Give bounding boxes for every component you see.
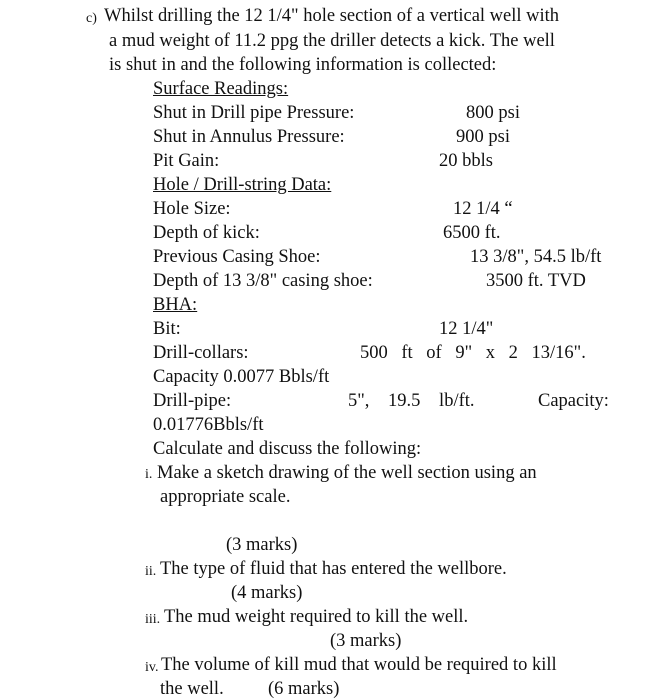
kick-depth-label: Depth of kick: [153,223,260,243]
task-i-line2: appropriate scale. [160,487,291,507]
pit-gain-value: 20 bbls [439,151,493,171]
drill-collars-capacity: Capacity 0.0077 Bbls/ft [153,367,330,387]
casing-shoe-label: Previous Casing Shoe: [153,247,321,267]
kick-depth-value: 6500 ft. [443,223,501,243]
casing-shoe-value: 13 3/8", 54.5 lb/ft [470,247,602,267]
sidpp-value: 800 psi [466,103,520,123]
task-iv-numeral: iv. [145,660,159,675]
task-iv-line2: the well. [160,679,224,699]
bha-heading: BHA: [153,295,198,315]
drill-collars-label: Drill-collars: [153,343,249,363]
task-ii-numeral: ii. [145,564,157,579]
task-iv-line1: The volume of kill mud that would be required to kill [161,655,557,675]
bit-value: 12 1/4" [439,319,494,339]
drill-pipe-label: Drill-pipe: [153,391,232,411]
task-ii-marks: (4 marks) [231,583,303,603]
bit-label: Bit: [153,319,181,339]
sicp-label: Shut in Annulus Pressure: [153,127,345,147]
casing-shoe-depth-label: Depth of 13 3/8" casing shoe: [153,271,373,291]
task-iii-numeral: iii. [145,612,161,627]
tasks-intro: Calculate and discuss the following: [153,439,422,459]
task-iii-marks: (3 marks) [330,631,402,651]
hole-data-heading: Hole / Drill-string Data: [153,175,332,195]
task-i-line1: Make a sketch drawing of the well section using an [157,463,537,483]
task-iii-line1: The mud weight required to kill the well. [164,607,469,627]
drill-collars-value: 500 ft of 9" x 2 13/16". [360,343,586,363]
question-intro-line2: a mud weight of 11.2 ppg the driller detects a kick. The well [109,31,555,51]
drill-pipe-capacity-label: Capacity: [538,391,609,411]
drill-pipe-capacity-value: 0.01776Bbls/ft [153,415,264,435]
sidpp-label: Shut in Drill pipe Pressure: [153,103,355,123]
task-i-numeral: i. [145,467,153,482]
question-marker: c) [86,11,97,26]
hole-size-value: 12 1/4 “ [453,199,513,219]
pit-gain-label: Pit Gain: [153,151,220,171]
surface-readings-heading: Surface Readings: [153,79,289,99]
question-intro-line3: is shut in and the following information is collected: [109,55,497,75]
task-i-marks: (3 marks) [226,535,298,555]
question-intro-line1: Whilst drilling the 12 1/4" hole section of a vertical well with [104,6,560,26]
sicp-value: 900 psi [456,127,510,147]
drill-pipe-value: 5", 19.5 lb/ft. [348,391,475,411]
hole-size-label: Hole Size: [153,199,231,219]
task-ii-line1: The type of fluid that has entered the wellbore. [160,559,507,579]
task-iv-marks: (6 marks) [268,679,340,699]
casing-shoe-depth-value: 3500 ft. TVD [486,271,586,291]
